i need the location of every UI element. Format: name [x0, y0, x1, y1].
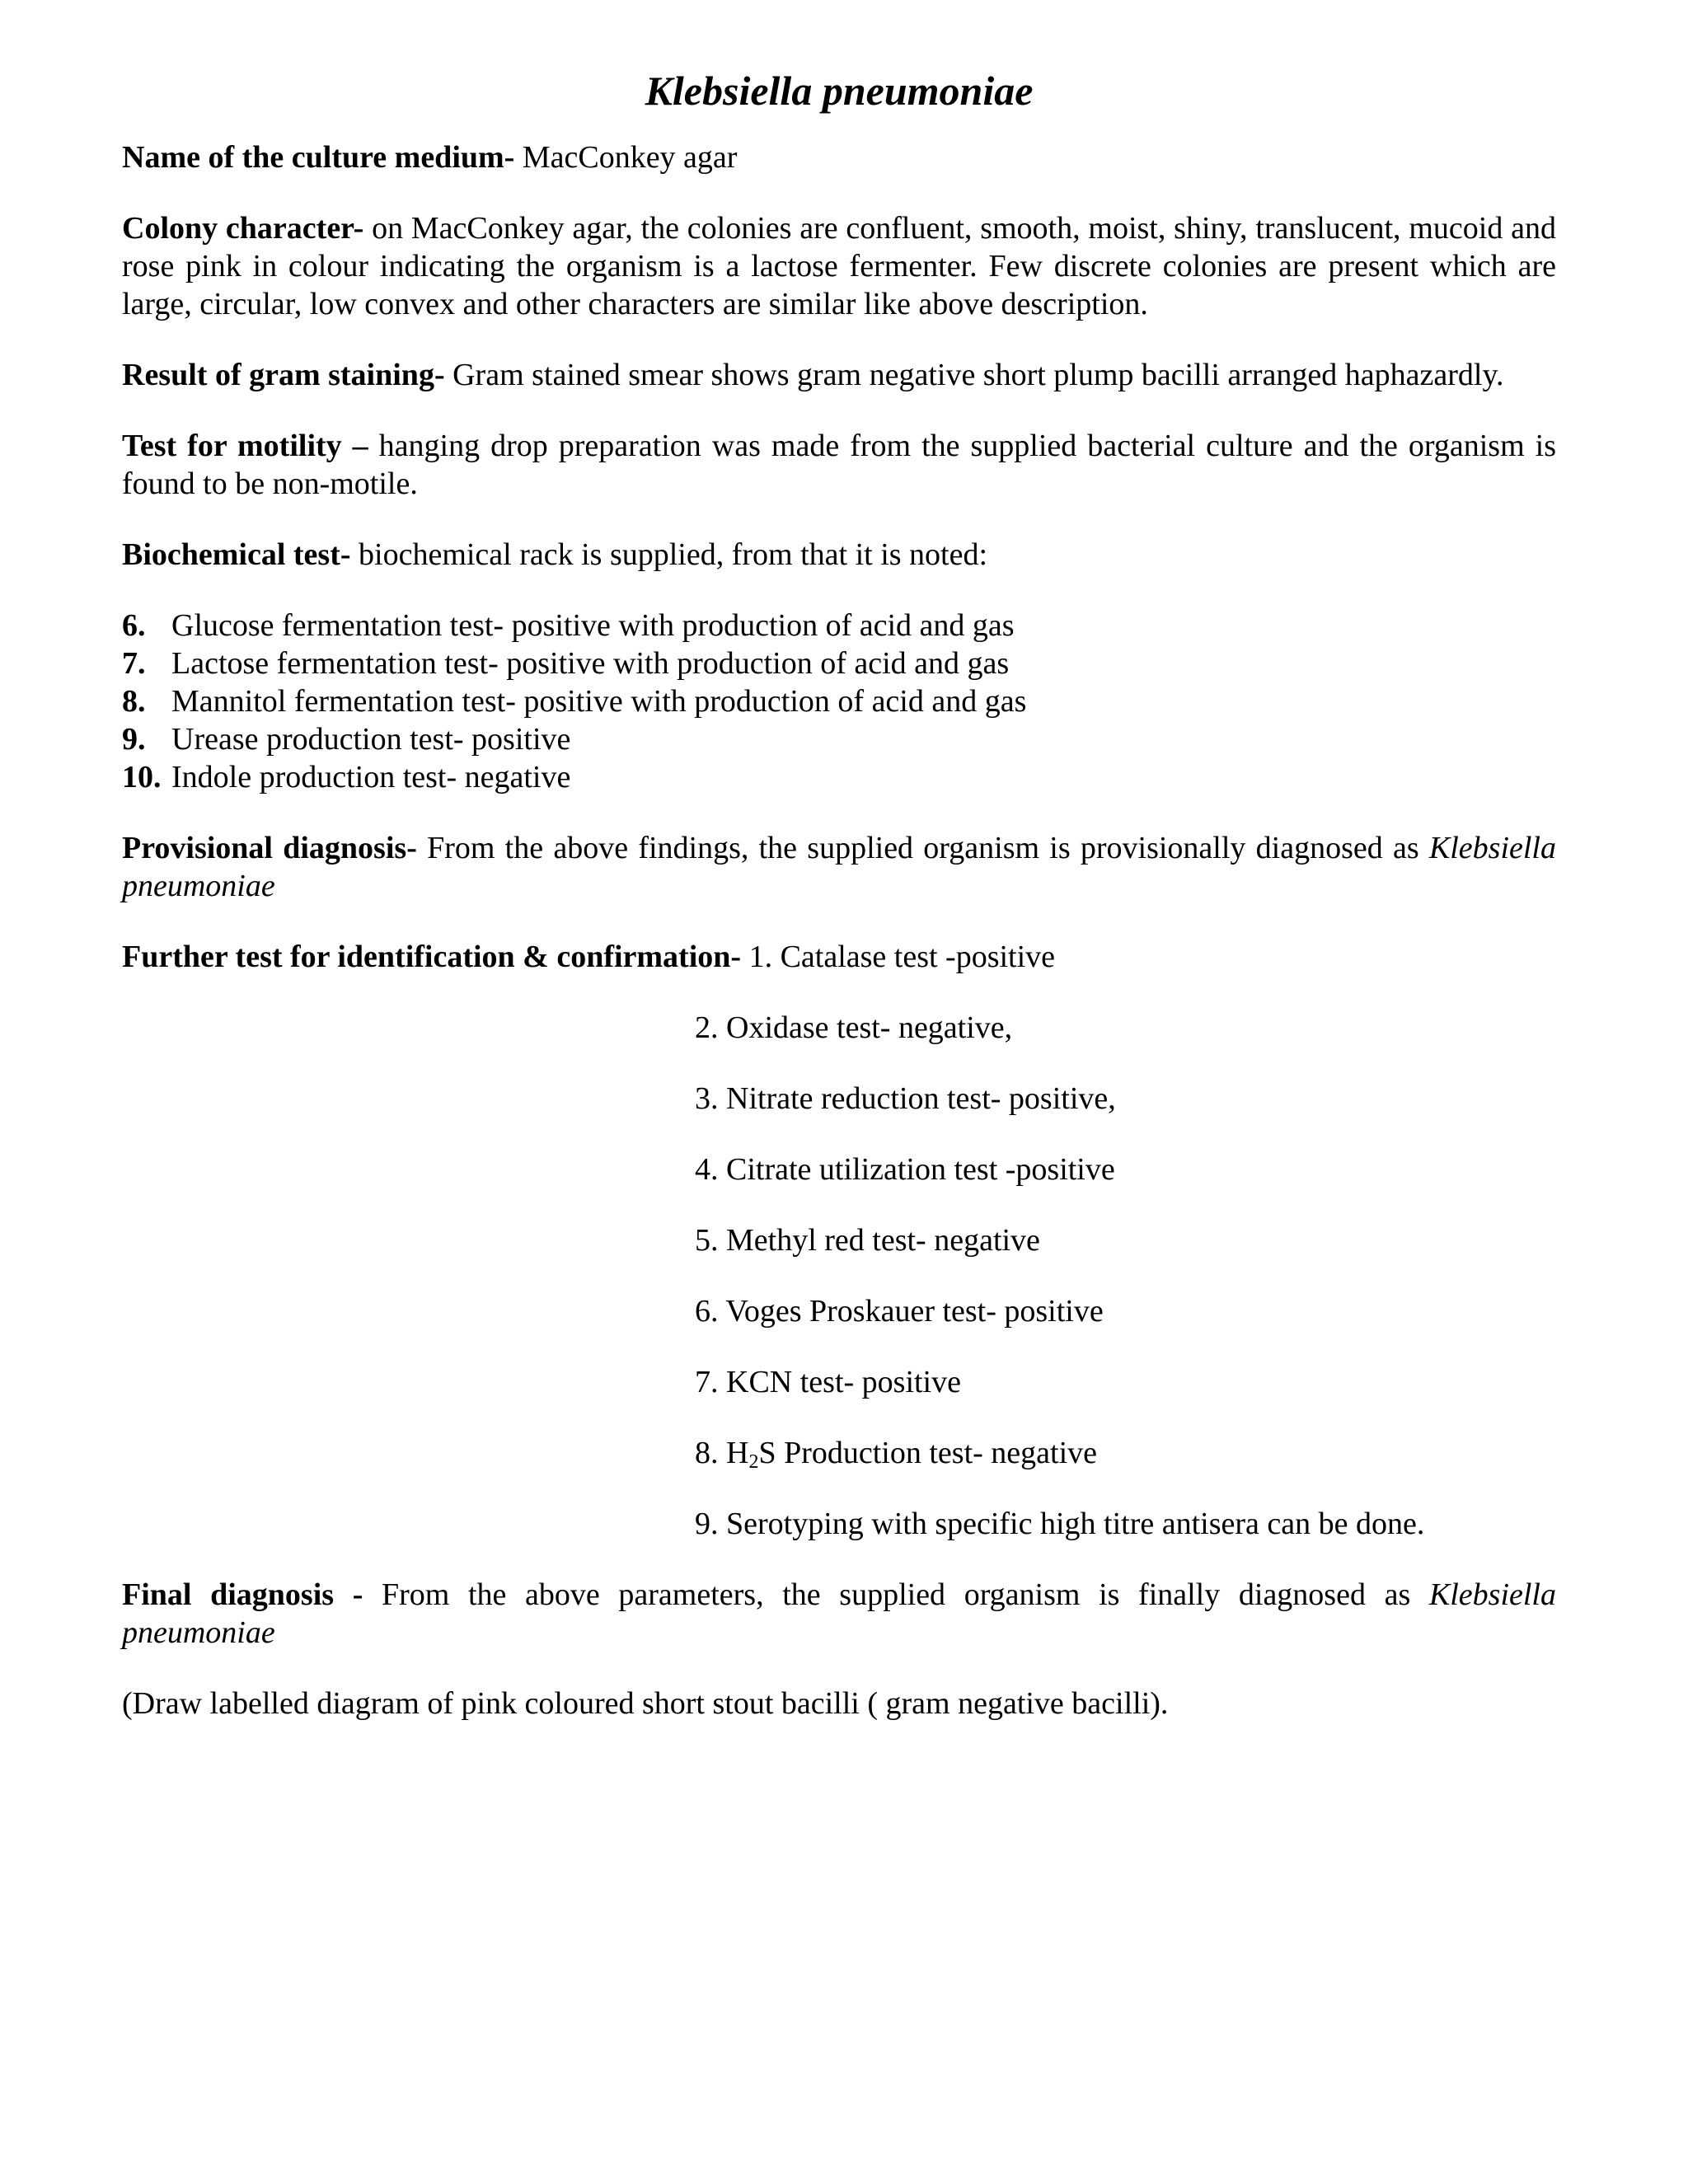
- gram-staining-label: Result of gram staining-: [122, 358, 445, 392]
- biochemical-label: Biochemical test-: [122, 537, 351, 572]
- final-diagnosis-text: From the above parameters, the supplied organism is finally diagnosed as: [363, 1577, 1429, 1612]
- final-organism-name: Klebsiella pneumoniae: [122, 1577, 1556, 1650]
- provisional-diagnosis-section: [122, 829, 1556, 905]
- gram-staining-text: Gram stained smear shows gram negative short plump bacilli arranged haphazardly.: [444, 358, 1504, 392]
- h2s-subscript: 2: [748, 1451, 759, 1473]
- list-item: 5. Methyl red test- negative: [695, 1223, 1040, 1258]
- further-test-first-number: 1.: [741, 940, 773, 974]
- further-test-label: Further test for identification & confirmation-: [122, 940, 742, 974]
- motility-section: [122, 427, 1556, 503]
- list-item: 9. Serotyping with specific high titre antisera can be done.: [695, 1507, 1425, 1541]
- colony-character-text: on MacConkey agar, the colonies are confluent, smooth, moist, shiny, translucent, mucoid and rose pink in colour indicating the organism is a lactose fermenter. Few discrete colonies are present which are large, circular, low convex and other characters are similar like above description.: [122, 211, 1556, 321]
- h2s-suffix: S Production test- negative: [758, 1436, 1097, 1470]
- list-item-number: 8.: [122, 684, 146, 719]
- list-item-text: Glucose fermentation test- positive with production of acid and gas: [171, 608, 1015, 643]
- list-item-number: 9.: [122, 722, 146, 757]
- culture-medium-section: [122, 138, 1556, 176]
- list-item: [122, 720, 1556, 758]
- list-item: 2. Oxidase test- negative,: [695, 1010, 1013, 1045]
- list-item: 6. Voges Proskauer test- positive: [695, 1294, 1104, 1329]
- list-item-number: 7.: [122, 646, 146, 681]
- gram-staining-section: [122, 356, 1556, 394]
- h2s-prefix: 8. H: [695, 1436, 749, 1470]
- further-test-section: [122, 938, 1556, 976]
- list-item: [122, 1434, 1556, 1472]
- further-test-list: [122, 1009, 1556, 1543]
- biochemical-section: [122, 536, 1556, 574]
- list-item-text: Urease production test- positive: [171, 722, 571, 757]
- list-item-number: 10.: [122, 760, 162, 794]
- final-diagnosis-label: Final diagnosis -: [122, 1577, 363, 1612]
- diagram-note: (Draw labelled diagram of pink coloured short stout bacilli ( gram negative bacilli).: [122, 1686, 1169, 1721]
- provisional-diagnosis-text: From the above findings, the supplied organism is provisionally diagnosed as: [416, 831, 1429, 865]
- biochemical-text: biochemical rack is supplied, from that it is noted:: [350, 537, 988, 572]
- list-item: 3. Nitrate reduction test- positive,: [695, 1081, 1116, 1116]
- biochemical-list: [122, 607, 1556, 796]
- motility-text: hanging drop preparation was made from the supplied bacterial culture and the organism is found to be non-motile.: [122, 429, 1557, 501]
- list-item: [122, 758, 1556, 796]
- final-diagnosis-section: [122, 1576, 1556, 1652]
- colony-character-label: Colony character-: [122, 211, 364, 246]
- document-page: [122, 66, 1556, 1755]
- list-item: 4. Citrate utilization test -positive: [695, 1152, 1115, 1187]
- list-item: [122, 644, 1556, 682]
- provisional-diagnosis-label: Provisional diagnosis-: [122, 831, 417, 865]
- list-item: 7. KCN test- positive: [695, 1365, 961, 1399]
- motility-label: Test for motility –: [122, 429, 368, 463]
- list-item-text: Indole production test- negative: [171, 760, 571, 794]
- provisional-organism-name: Klebsiella pneumoniae: [122, 831, 1556, 903]
- list-item-number: 6.: [122, 608, 146, 643]
- page-title: Klebsiella pneumoniae: [645, 68, 1034, 114]
- culture-medium-text: MacConkey agar: [514, 140, 738, 175]
- list-item: [122, 682, 1556, 720]
- colony-character-section: [122, 209, 1556, 323]
- further-test-first-text: Catalase test -positive: [772, 940, 1056, 974]
- list-item: [122, 607, 1556, 644]
- list-item-text: Mannitol fermentation test- positive with production of acid and gas: [171, 684, 1027, 719]
- list-item-text: Lactose fermentation test- positive with production of acid and gas: [171, 646, 1010, 681]
- culture-medium-label: Name of the culture medium-: [122, 140, 515, 175]
